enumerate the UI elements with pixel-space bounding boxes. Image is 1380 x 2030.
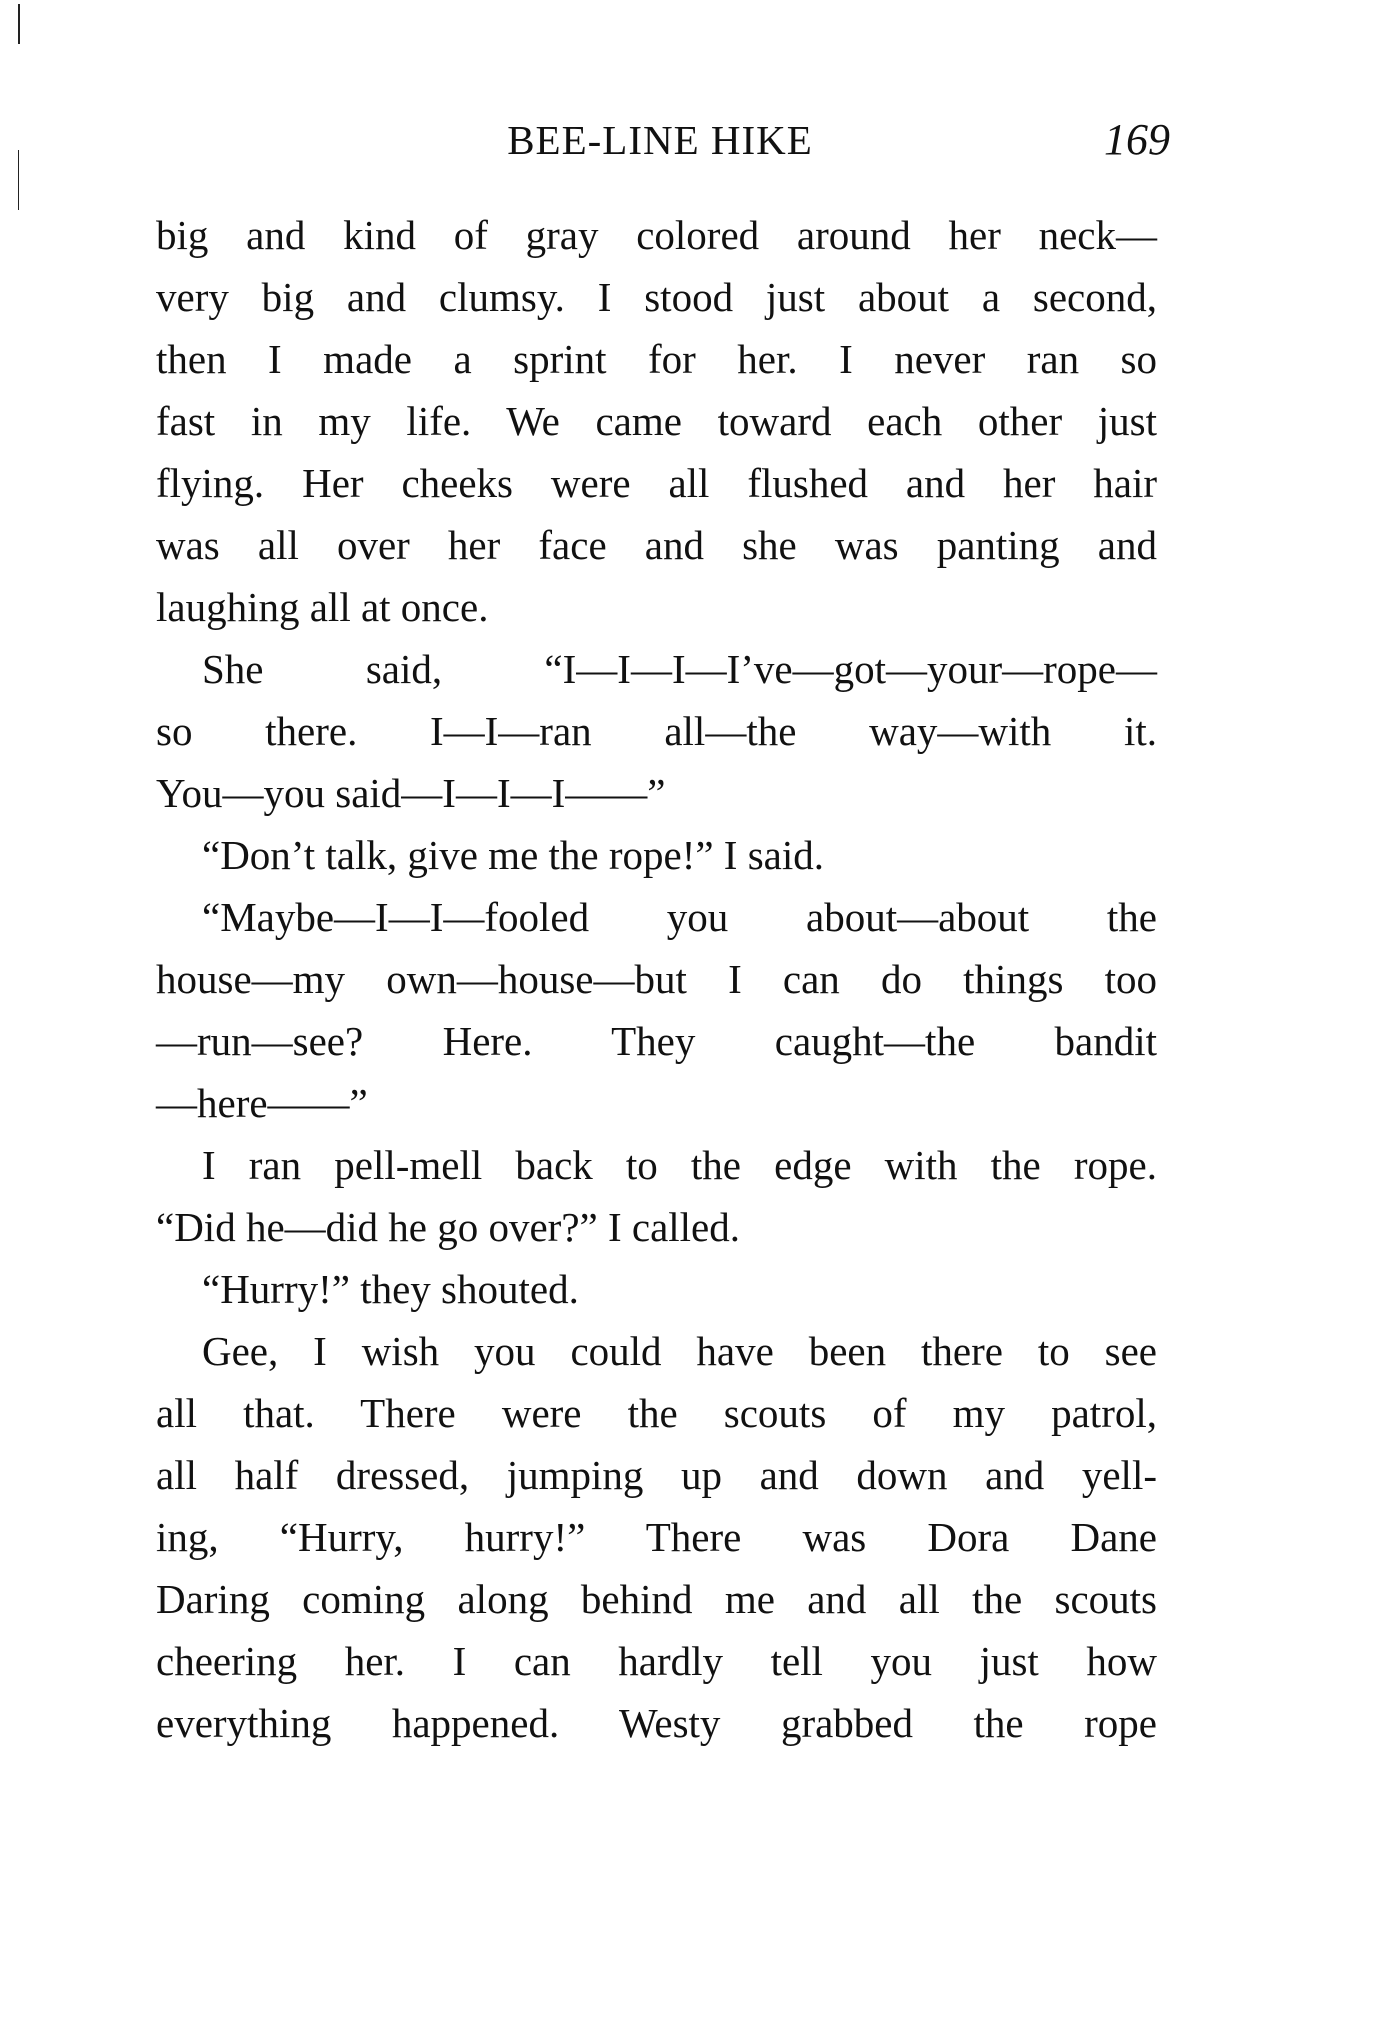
page-header bbox=[150, 110, 1170, 170]
text-line: then I made a sprint for her. I never ran so bbox=[156, 336, 1157, 382]
text-line: ing, “Hurry, hurry!” There was Dora Dane bbox=[156, 1514, 1157, 1560]
text-line: all that. There were the scouts of my patrol, bbox=[156, 1390, 1157, 1436]
text-line: You—you said—I—I—I——” bbox=[156, 770, 666, 816]
text-line: big and kind of gray colored around her neck— bbox=[156, 212, 1157, 258]
text-line: —run—see? Here. They caught—the bandit bbox=[156, 1018, 1157, 1064]
margin-mark-top bbox=[18, 4, 20, 44]
text-line: laughing all at once. bbox=[156, 584, 489, 630]
text-line: Gee, I wish you could have been there to see bbox=[202, 1328, 1157, 1374]
text-line: Daring coming along behind me and all the scouts bbox=[156, 1576, 1157, 1622]
text-line: “Did he—did he go over?” I called. bbox=[156, 1204, 741, 1250]
running-head: BEE-LINE HIKE bbox=[507, 117, 813, 163]
text-line: so there. I—I—ran all—the way—with it. bbox=[156, 708, 1157, 754]
text-line: flying. Her cheeks were all flushed and her hair bbox=[156, 460, 1157, 506]
text-line: “Maybe—I—I—fooled you about—about the bbox=[202, 894, 1157, 940]
body-text bbox=[156, 204, 1157, 1754]
text-line: house—my own—house—but I can do things too bbox=[156, 956, 1157, 1002]
text-line: “Don’t talk, give me the rope!” I said. bbox=[202, 832, 825, 878]
page-number: 169 bbox=[1104, 115, 1170, 164]
text-line: I ran pell-mell back to the edge with the rope. bbox=[202, 1142, 1157, 1188]
text-line: all half dressed, jumping up and down and yell- bbox=[156, 1452, 1157, 1498]
text-line: “Hurry!” they shouted. bbox=[202, 1266, 579, 1312]
text-line: cheering her. I can hardly tell you just how bbox=[156, 1638, 1157, 1684]
margin-mark-middle bbox=[18, 150, 19, 210]
text-line: fast in my life. We came toward each other just bbox=[156, 398, 1157, 444]
text-line: She said, “I—I—I—I’ve—got—your—rope— bbox=[202, 646, 1157, 692]
text-line: was all over her face and she was panting and bbox=[156, 522, 1157, 568]
text-line: —here——” bbox=[156, 1080, 368, 1126]
text-line: very big and clumsy. I stood just about a second, bbox=[156, 274, 1157, 320]
text-line: everything happened. Westy grabbed the rope bbox=[156, 1700, 1157, 1746]
